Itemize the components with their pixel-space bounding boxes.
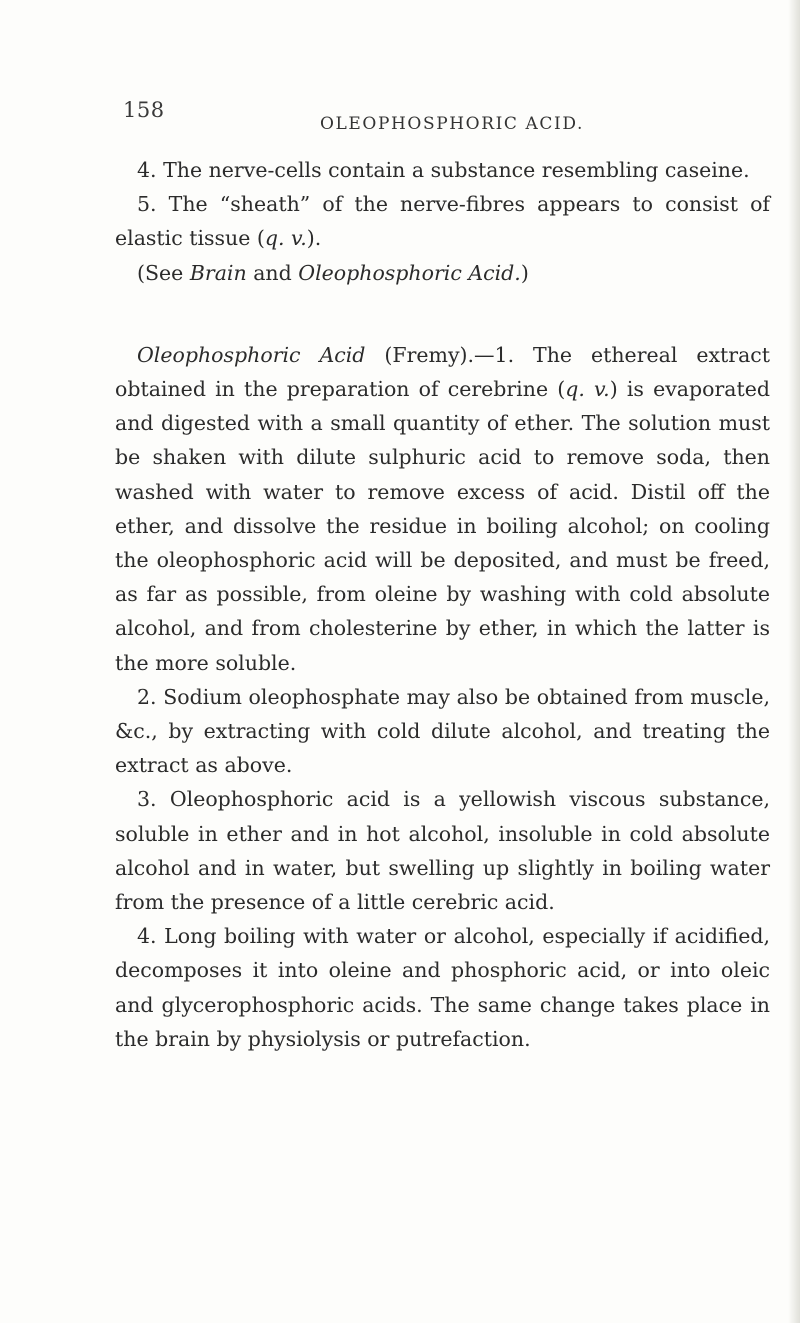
paragraph-4	[115, 919, 770, 1056]
page-header	[0, 98, 800, 138]
entry-authority: (Fremy).—1. The ethereal extract obtained in the preparation of cerebrine (	[115, 342, 771, 402]
entry-term: Oleophosphoric Acid	[137, 342, 366, 367]
see-also-brain: Brain	[189, 260, 247, 285]
paragraph-sheath-qv: q. v.	[264, 226, 307, 251]
entry-qv: q. v.	[565, 377, 610, 402]
paragraph-nerve-cells	[115, 153, 770, 187]
body-text	[115, 153, 770, 1056]
paragraph-3	[115, 782, 770, 919]
see-also-acid: Oleophosphoric Acid.	[298, 260, 521, 285]
paragraph-3-text: 3. Oleophosphoric acid is a yellowish viscous substance, soluble in ether and in hot alcohol, insoluble in cold absolute alcohol and in water, but swelling up slightly in boiling water from the presence of a little cerebric acid.	[115, 787, 770, 915]
running-head: OLEOPHOSPHORIC ACID.	[320, 114, 584, 134]
page-edge-shadow	[788, 0, 800, 1323]
paragraph-4-text: 4. Long boiling with water or alcohol, especially if acidified, decomposes it into oleine and phosphoric acid, or into oleic and glycerophosphoric acids. The same change takes place in the brain by physiolysis or putrefaction.	[115, 924, 770, 1051]
see-also-open: (See	[137, 260, 190, 285]
see-also-reference	[115, 256, 770, 290]
see-also-close: )	[520, 260, 529, 285]
see-also-and: and	[246, 260, 299, 285]
entry-oleophosphoric-acid	[115, 338, 770, 680]
entry-rest: ) is evaporated and digested with a small quantity of ether. The solution must be shaken with dilute sulphuric acid to remove soda, then washed with water to remove excess of acid. Distil off the ether, and dissolve the residue in boiling alcohol; on cooling the oleophosphoric acid will be deposited, and must be freed, as far as possible, from oleine by washing with cold absolute alcohol, and from cholesterine by ether, in which the latter is the more soluble.	[115, 377, 770, 675]
paragraph-sheath	[115, 187, 770, 255]
paragraph-sheath-tail: ).	[306, 226, 322, 251]
paragraph-2	[115, 680, 770, 783]
paragraph-sheath-text: 5. The “sheath” of the nerve-fibres appears to consist of elastic tissue (	[115, 192, 770, 251]
page-number: 158	[123, 98, 165, 122]
paragraph-2-text: 2. Sodium oleophosphate may also be obtained from muscle, &c., by extracting with cold dilute alcohol, and treating the extract as above.	[115, 684, 770, 778]
paragraph-nerve-cells-text: 4. The nerve-cells contain a substance resembling caseine.	[137, 158, 750, 182]
